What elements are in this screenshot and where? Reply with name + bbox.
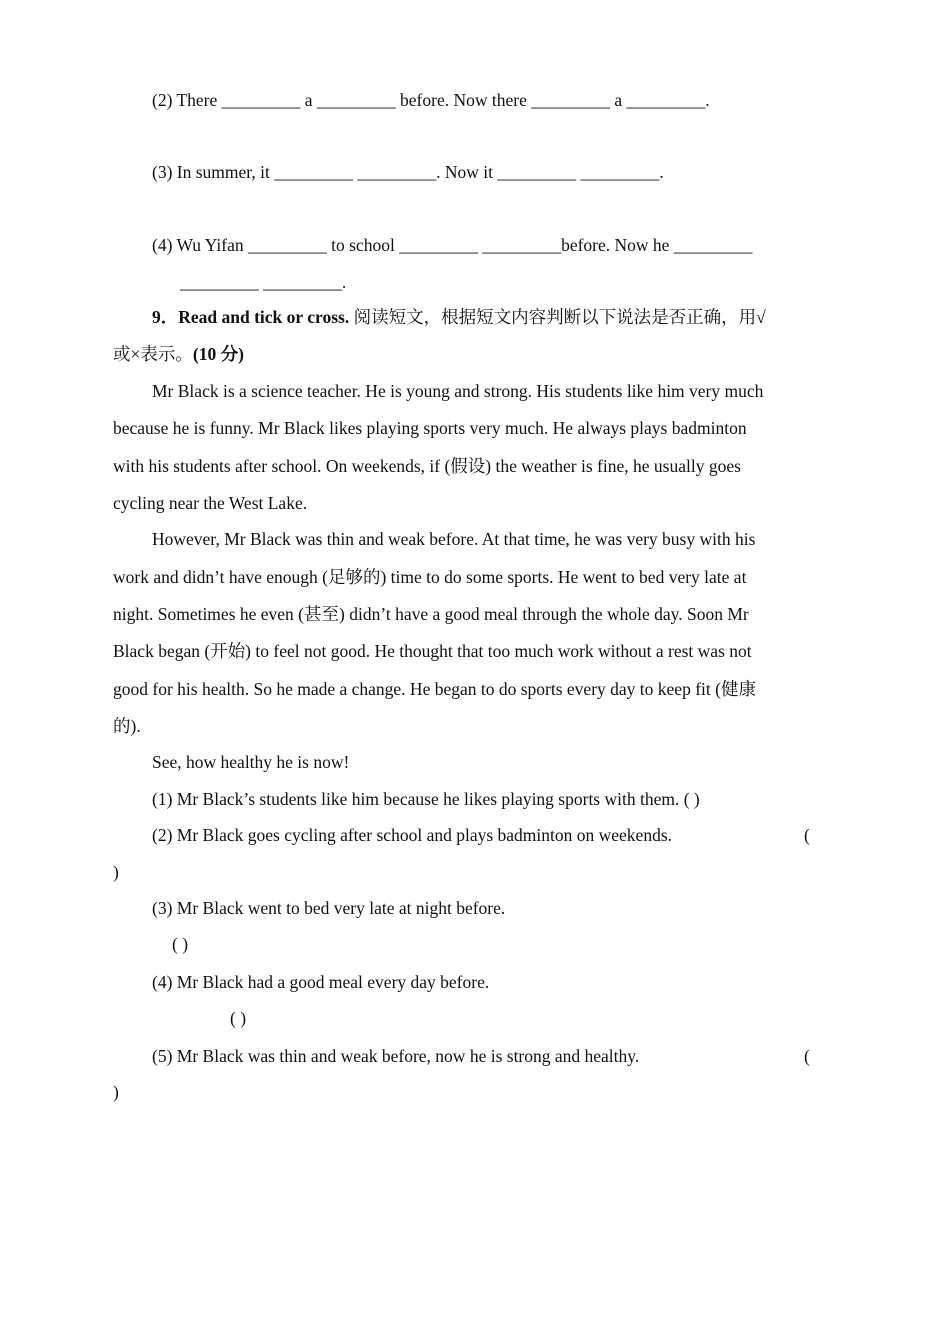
question-9-number: 9． <box>152 307 179 327</box>
statement-5-paren-close: ) <box>113 1082 119 1102</box>
passage-line-10: 的). <box>113 716 141 736</box>
question-8-item-4-line-2: _________ _________. <box>180 272 347 292</box>
statement-3: (3) Mr Black went to bed very late at night before. <box>152 898 506 918</box>
statement-2: (2) Mr Black goes cycling after school and plays badminton on weekends. <box>152 825 673 845</box>
question-8-item-4-line-1: (4) Wu Yifan _________ to school _________ _________before. Now he _________ <box>152 235 753 255</box>
statement-2-paren-open: ( <box>804 825 810 845</box>
passage-line-5: However, Mr Black was thin and weak before. At that time, he was very busy with his <box>152 529 756 549</box>
passage-line-8: Black began (开始) to feel not good. He thought that too much work without a rest was not <box>113 641 752 661</box>
question-9-instruction-cont: 或×表示。 <box>113 344 193 364</box>
passage-line-6: work and didn’t have enough (足够的) time to do some sports. He went to bed very late at <box>113 567 747 587</box>
passage-line-9: good for his health. So he made a change. He began to do sports every day to keep fit (健康 <box>113 679 756 699</box>
passage-line-2: because he is funny. Mr Black likes playing sports very much. He always plays badminton <box>113 418 747 438</box>
statement-4-answer-box: ( ) <box>230 1008 247 1028</box>
question-9-instruction: 阅读短文，根据短文内容判断以下说法是否正确，用√ <box>353 307 766 327</box>
statement-1: (1) Mr Black’s students like him because he likes playing sports with them. ( ) <box>152 789 700 809</box>
passage-line-1: Mr Black is a science teacher. He is young and strong. His students like him very much <box>152 381 764 401</box>
question-8-item-2: (2) There _________ a _________ before. Now there _________ a _________. <box>152 90 710 110</box>
passage-line-11: See, how healthy he is now! <box>152 752 350 772</box>
question-9-heading-cont <box>113 342 244 366</box>
statement-3-answer-box: ( ) <box>172 934 189 954</box>
passage-line-4: cycling near the West Lake. <box>113 493 308 513</box>
passage-line-7: night. Sometimes he even (甚至) didn’t have a good meal through the whole day. Soon Mr <box>113 604 749 624</box>
statement-5: (5) Mr Black was thin and weak before, now he is strong and healthy. <box>152 1046 640 1066</box>
passage-line-3: with his students after school. On weekends, if (假设) the weather is fine, he usually goes <box>113 456 741 476</box>
question-9-title: Read and tick or cross. <box>178 307 354 327</box>
statement-5-paren-open: ( <box>804 1046 810 1066</box>
statement-2-paren-close: ) <box>113 862 119 882</box>
statement-4: (4) Mr Black had a good meal every day before. <box>152 972 490 992</box>
question-9-heading <box>152 305 766 329</box>
question-9-score: (10 分) <box>192 344 244 364</box>
question-8-item-3: (3) In summer, it _________ _________. Now it _________ _________. <box>152 162 664 182</box>
